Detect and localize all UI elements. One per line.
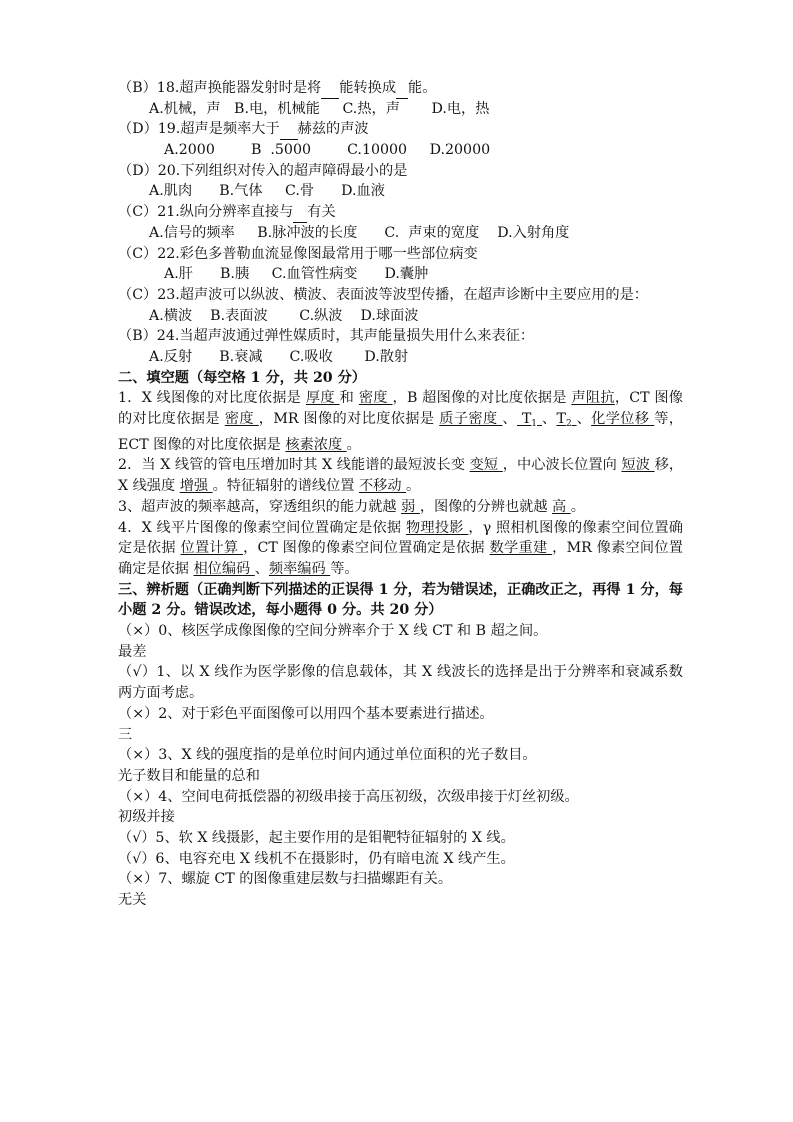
judge-item-6: （√）6、电容充电 X 线机不在摄影时，仍有暗电流 X 线产生。 bbox=[118, 850, 515, 867]
question-24-options: A.反射 B.衰减 C.吸收 D.散射 bbox=[149, 348, 409, 365]
fill-question-1: 1．X 线图像的对比度依据是 厚度 和 密度 ，B 超图像的对比度依据是 声阻抗，CT 图像的对比度依据是 密度 ，MR 图像的对比度依据是 质子密度 、 $T_1$ 、$T_2$ 、化学位移 等，ECT 图像的对比度依据是 核素浓度 。 bbox=[118, 390, 683, 453]
answer-text: 密度 bbox=[224, 411, 259, 428]
answer-blank bbox=[321, 83, 339, 99]
question-19-options: A.2000 B .5000 C.10000 D.20000 bbox=[164, 142, 491, 159]
answer-text: 质子密度 bbox=[439, 411, 503, 428]
answer-blank bbox=[396, 83, 408, 99]
judge-correction-3: 光子数目和能量的总和 bbox=[118, 767, 260, 784]
question-20: （D）20.下列组织对传入的超声障碍最小的是 bbox=[118, 162, 408, 179]
question-19: （D）19.超声是频率大于 赫兹的声波 bbox=[118, 119, 683, 140]
answer-text: $T_2$ bbox=[556, 411, 572, 430]
answer-text: 频率编码 bbox=[268, 560, 331, 577]
question-24: （B）24.当超声波通过弹性媒质时，其声能量损失用什么来表征： bbox=[118, 328, 535, 345]
question-18-options: A.机械，声 B.电，机械能 C.热，声 D.电，热 bbox=[149, 100, 490, 117]
fill-question-2: 2．当 X 线管的管电压增加时其 X 线能谱的最短波长变 变短 ，中心波长位置向 短波 移，X 线强度 增强 。特征辐射的谱线位置 不移动 。 bbox=[118, 457, 684, 495]
answer-text: 变短 bbox=[469, 457, 503, 474]
answer-text: 短波 bbox=[621, 457, 655, 474]
judge-item-7: （×）7、螺旋 CT 的图像重建层数与扫描螺距有关。 bbox=[118, 871, 453, 888]
judge-correction-2: 三 bbox=[118, 726, 133, 743]
answer-text: 增强 bbox=[179, 478, 213, 495]
answer-text: 化学位移 bbox=[591, 411, 655, 428]
answer-text: 不移动 bbox=[358, 478, 407, 495]
question-23: （C）23.超声波可以纵波、横波、表面波等波型传播，在超声诊断中主要应用的是： bbox=[118, 286, 648, 303]
section-heading-judge: 三、辨析题（正确判断下列描述的正误得 1 分，若为错误述，正确改正之，再得 1 分，每小题 2 分。错误改述，每小题得 0 分。共 20 分） bbox=[118, 581, 683, 619]
answer-text: $T_1$ bbox=[516, 411, 538, 430]
answer-text: 弱 bbox=[401, 498, 420, 515]
fill-question-4: 4．X 线平片图像的像素空间位置确定是依据 物理投影 ，γ 照相机图像的像素空间位置确定是依据 位置计算 ，CT 图像的像素空间位置确定是依据 数学重建 ，MR 像素空间位置确定是依据 相位编码 、频率编码 等。 bbox=[118, 519, 683, 577]
question-21-options: A.信号的频率 B.脉冲波的长度 C. 声束的宽度 D.入射角度 bbox=[149, 224, 570, 241]
answer-text: 相位编码 bbox=[193, 560, 255, 577]
answer-text: 位置计算 bbox=[180, 540, 244, 557]
judge-correction-7: 无关 bbox=[118, 892, 147, 909]
answer-text: 声阻抗 bbox=[571, 390, 615, 407]
fill-question-3: 3、超声波的频率越高，穿透组织的能力就越 弱 ，图像的分辨也就越 高 。 bbox=[118, 498, 585, 515]
question-22: （C）22.彩色多普勒血流显像图最常用于哪一些部位病变 bbox=[118, 245, 478, 262]
exam-page bbox=[118, 78, 683, 911]
answer-text: 物理投影 bbox=[406, 519, 469, 536]
judge-item-3: （×）3、X 线的强度指的是单位时间内通过单位面积的光子数目。 bbox=[118, 747, 537, 764]
judge-item-5: （√）5、软 X 线摄影，起主要作用的是钼靶特征辐射的 X 线。 bbox=[118, 830, 515, 847]
answer-text: 厚度 bbox=[305, 390, 340, 407]
judge-item-4: （×）4、空间电荷抵偿器的初级串接于高压初级，次级串接于灯丝初级。 bbox=[118, 788, 579, 805]
judge-correction-4: 初级并接 bbox=[118, 809, 175, 826]
judge-item-0: （×）0、核医学成像图像的空间分辨率介于 X 线 CT 和 B 超之间。 bbox=[118, 623, 548, 640]
section-heading-fill: 二、填空题（每空格 1 分，共 20 分） bbox=[118, 369, 366, 386]
answer-text: 核素浓度 bbox=[285, 436, 347, 453]
judge-correction-0: 最差 bbox=[118, 643, 147, 660]
answer-text: 高 bbox=[552, 498, 571, 515]
answer-blank bbox=[293, 207, 307, 223]
answer-text: 密度 bbox=[358, 390, 393, 407]
question-18: （B）18.超声换能器发射时是将 能转换成 能。 bbox=[118, 78, 683, 99]
question-20-options: A.肌肉 B.气体 C.骨 D.血液 bbox=[149, 183, 385, 200]
judge-item-2: （×）2、对于彩色平面图像可以用四个基本要素进行描述。 bbox=[118, 705, 494, 722]
question-23-options: A.横波 B.表面波 C.纵波 D.球面波 bbox=[149, 307, 419, 324]
answer-text: 数学重建 bbox=[489, 540, 553, 557]
answer-blank bbox=[280, 124, 298, 140]
question-22-options: A.肝 B.胰 C.血管性病变 D.囊肿 bbox=[164, 266, 429, 283]
question-21: （C）21.纵向分辨率直接与 有关 bbox=[118, 202, 683, 223]
judge-item-1: （√）1、以 X 线作为医学影像的信息载体，其 X 线波长的选择是出于分辨率和衰减系数两方面考虑。 bbox=[118, 664, 683, 702]
